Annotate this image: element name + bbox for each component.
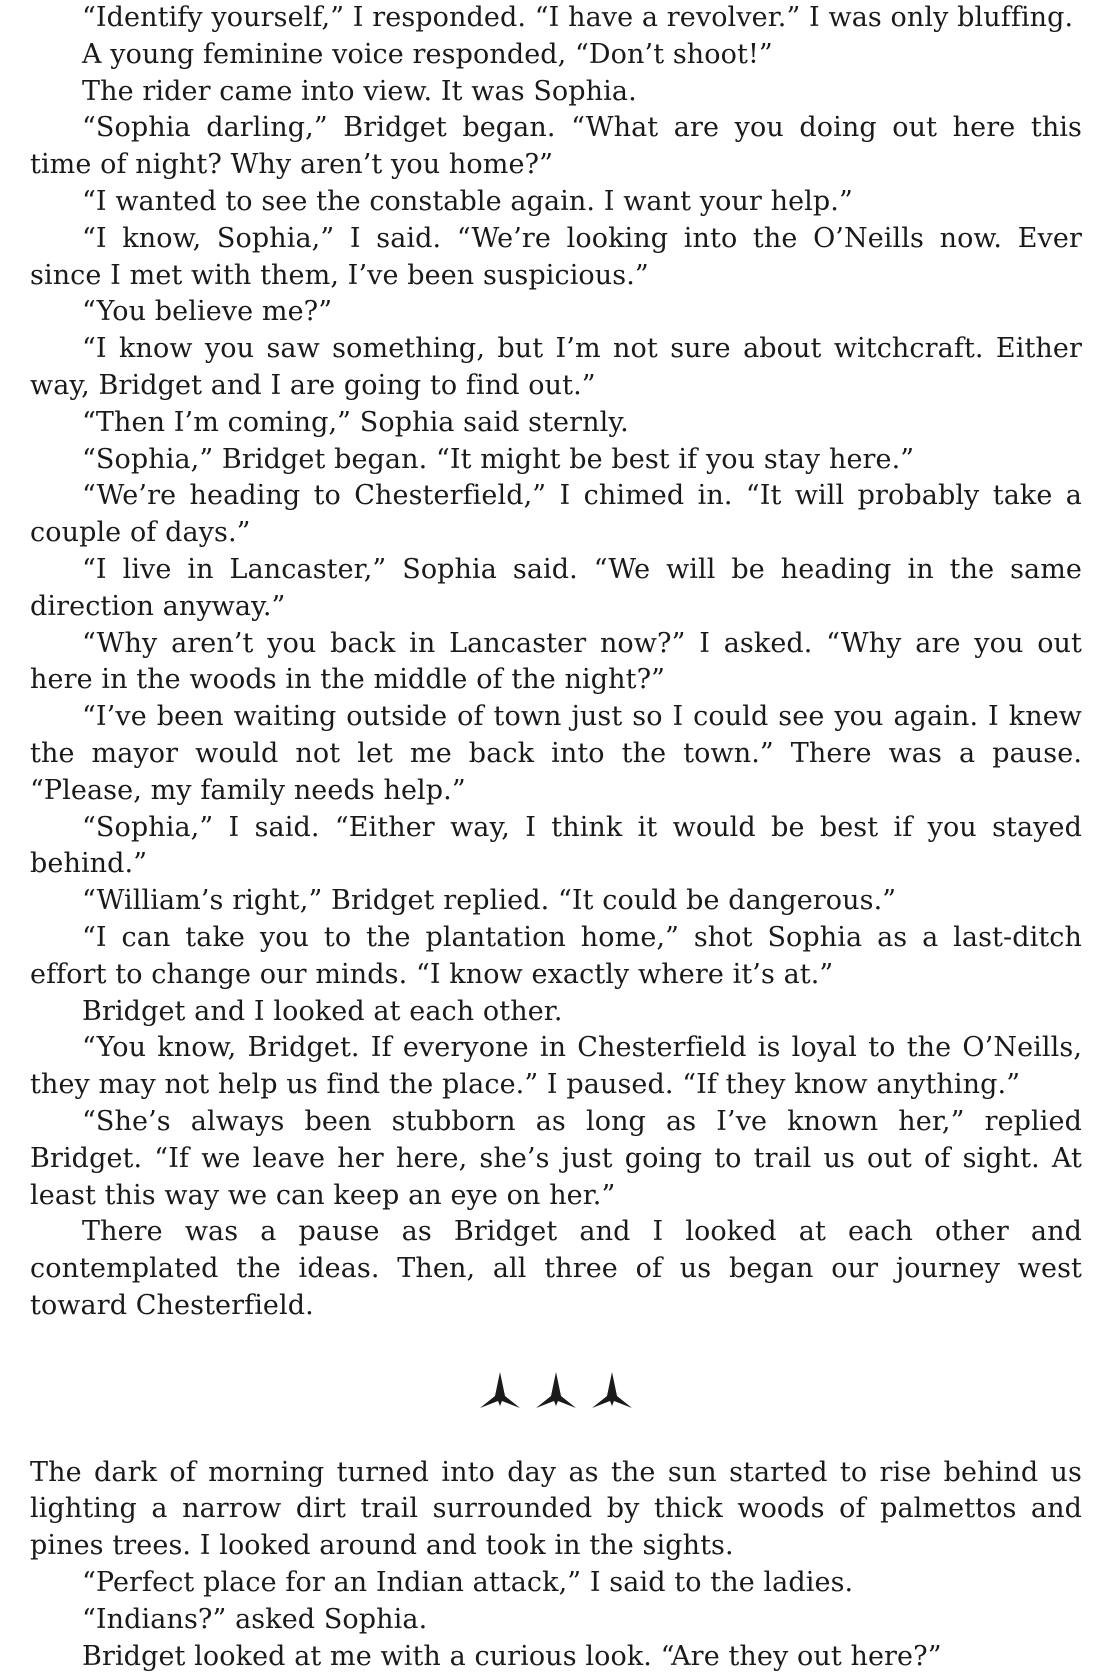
paragraph: “Sophia darling,” Bridget began. “What are you doing out here this time of night? Why aren’t you home?” — [30, 112, 1082, 181]
paragraph: “Why aren’t you back in Lancaster now?” I asked. “Why are you out here in the woods in the middle of the night?” — [30, 627, 1082, 696]
paragraph: “Sophia,” I said. “Either way, I think it would be best if you stayed behind.” — [30, 811, 1082, 880]
arrowhead-icon — [480, 1372, 520, 1408]
paragraph: “I live in Lancaster,” Sophia said. “We will be heading in the same direction anyway.” — [30, 553, 1082, 622]
paragraph: “I wanted to see the constable again. I want your help.” — [82, 185, 853, 217]
arrowhead-icon — [536, 1372, 576, 1408]
paragraph: “Then I’m coming,” Sophia said sternly. — [82, 406, 629, 438]
paragraph: “I’ve been waiting outside of town just so I could see you again. I knew the mayor would not let me back into the town.” There was a pause. “Please, my family needs help.” — [30, 701, 1082, 806]
paragraph: A young feminine voice responded, “Don’t shoot!” — [82, 38, 773, 70]
paragraph: “Perfect place for an Indian attack,” I said to the ladies. — [82, 1567, 854, 1599]
paragraph: Bridget and I looked at each other. — [82, 995, 563, 1027]
paragraph: “William’s right,” Bridget replied. “It could be dangerous.” — [82, 885, 897, 917]
book-page — [30, 0, 1082, 1675]
section-break — [30, 1325, 1082, 1455]
section-after-break — [30, 1455, 1082, 1675]
arrowhead-icon — [592, 1372, 632, 1408]
paragraph: “I know, Sophia,” I said. “We’re looking into the O’Neills now. Ever since I met with them, I’ve been suspicious.” — [30, 222, 1082, 291]
section-before-break — [30, 0, 1082, 1325]
paragraph: There was a pause as Bridget and I looked at each other and contemplated the ideas. Then, all three of us began our journey west toward Chesterfield. — [30, 1216, 1082, 1321]
paragraph: The rider came into view. It was Sophia. — [82, 75, 637, 107]
paragraph: “We’re heading to Chesterfield,” I chimed in. “It will probably take a couple of days.” — [30, 480, 1082, 549]
paragraph: “I can take you to the plantation home,” shot Sophia as a last-ditch effort to change our minds. “I know exactly where it’s at.” — [30, 921, 1082, 990]
paragraph: “You know, Bridget. If everyone in Chesterfield is loyal to the O’Neills, they may not help us find the place.” I paused. “If they know anything.” — [30, 1032, 1082, 1101]
paragraph: “I know you saw something, but I’m not sure about witchcraft. Either way, Bridget and I are going to find out.” — [30, 333, 1082, 401]
paragraph: “You believe me?” — [82, 296, 333, 328]
three-arrowhead-ornament-icon — [478, 1370, 634, 1410]
paragraph: The dark of morning turned into day as the sun started to rise behind us lighting a narrow dirt trail surrounded by thick woods of palmettos and pines trees. I looked around and took in the sights. — [30, 1456, 1082, 1562]
paragraph: “Indians?” asked Sophia. — [82, 1603, 428, 1635]
paragraph: “Sophia,” Bridget began. “It might be best if you stay here.” — [82, 443, 915, 475]
paragraph: “Identify yourself,” I responded. “I have a revolver.” I was only bluffing. — [82, 2, 1074, 33]
paragraph: “She’s always been stubborn as long as I’ve known her,” replied Bridget. “If we leave her here, she’s just going to trail us out of sight. At least this way we can keep an eye on her.” — [30, 1105, 1082, 1211]
paragraph: Bridget looked at me with a curious look. “Are they out here?” — [82, 1640, 942, 1672]
